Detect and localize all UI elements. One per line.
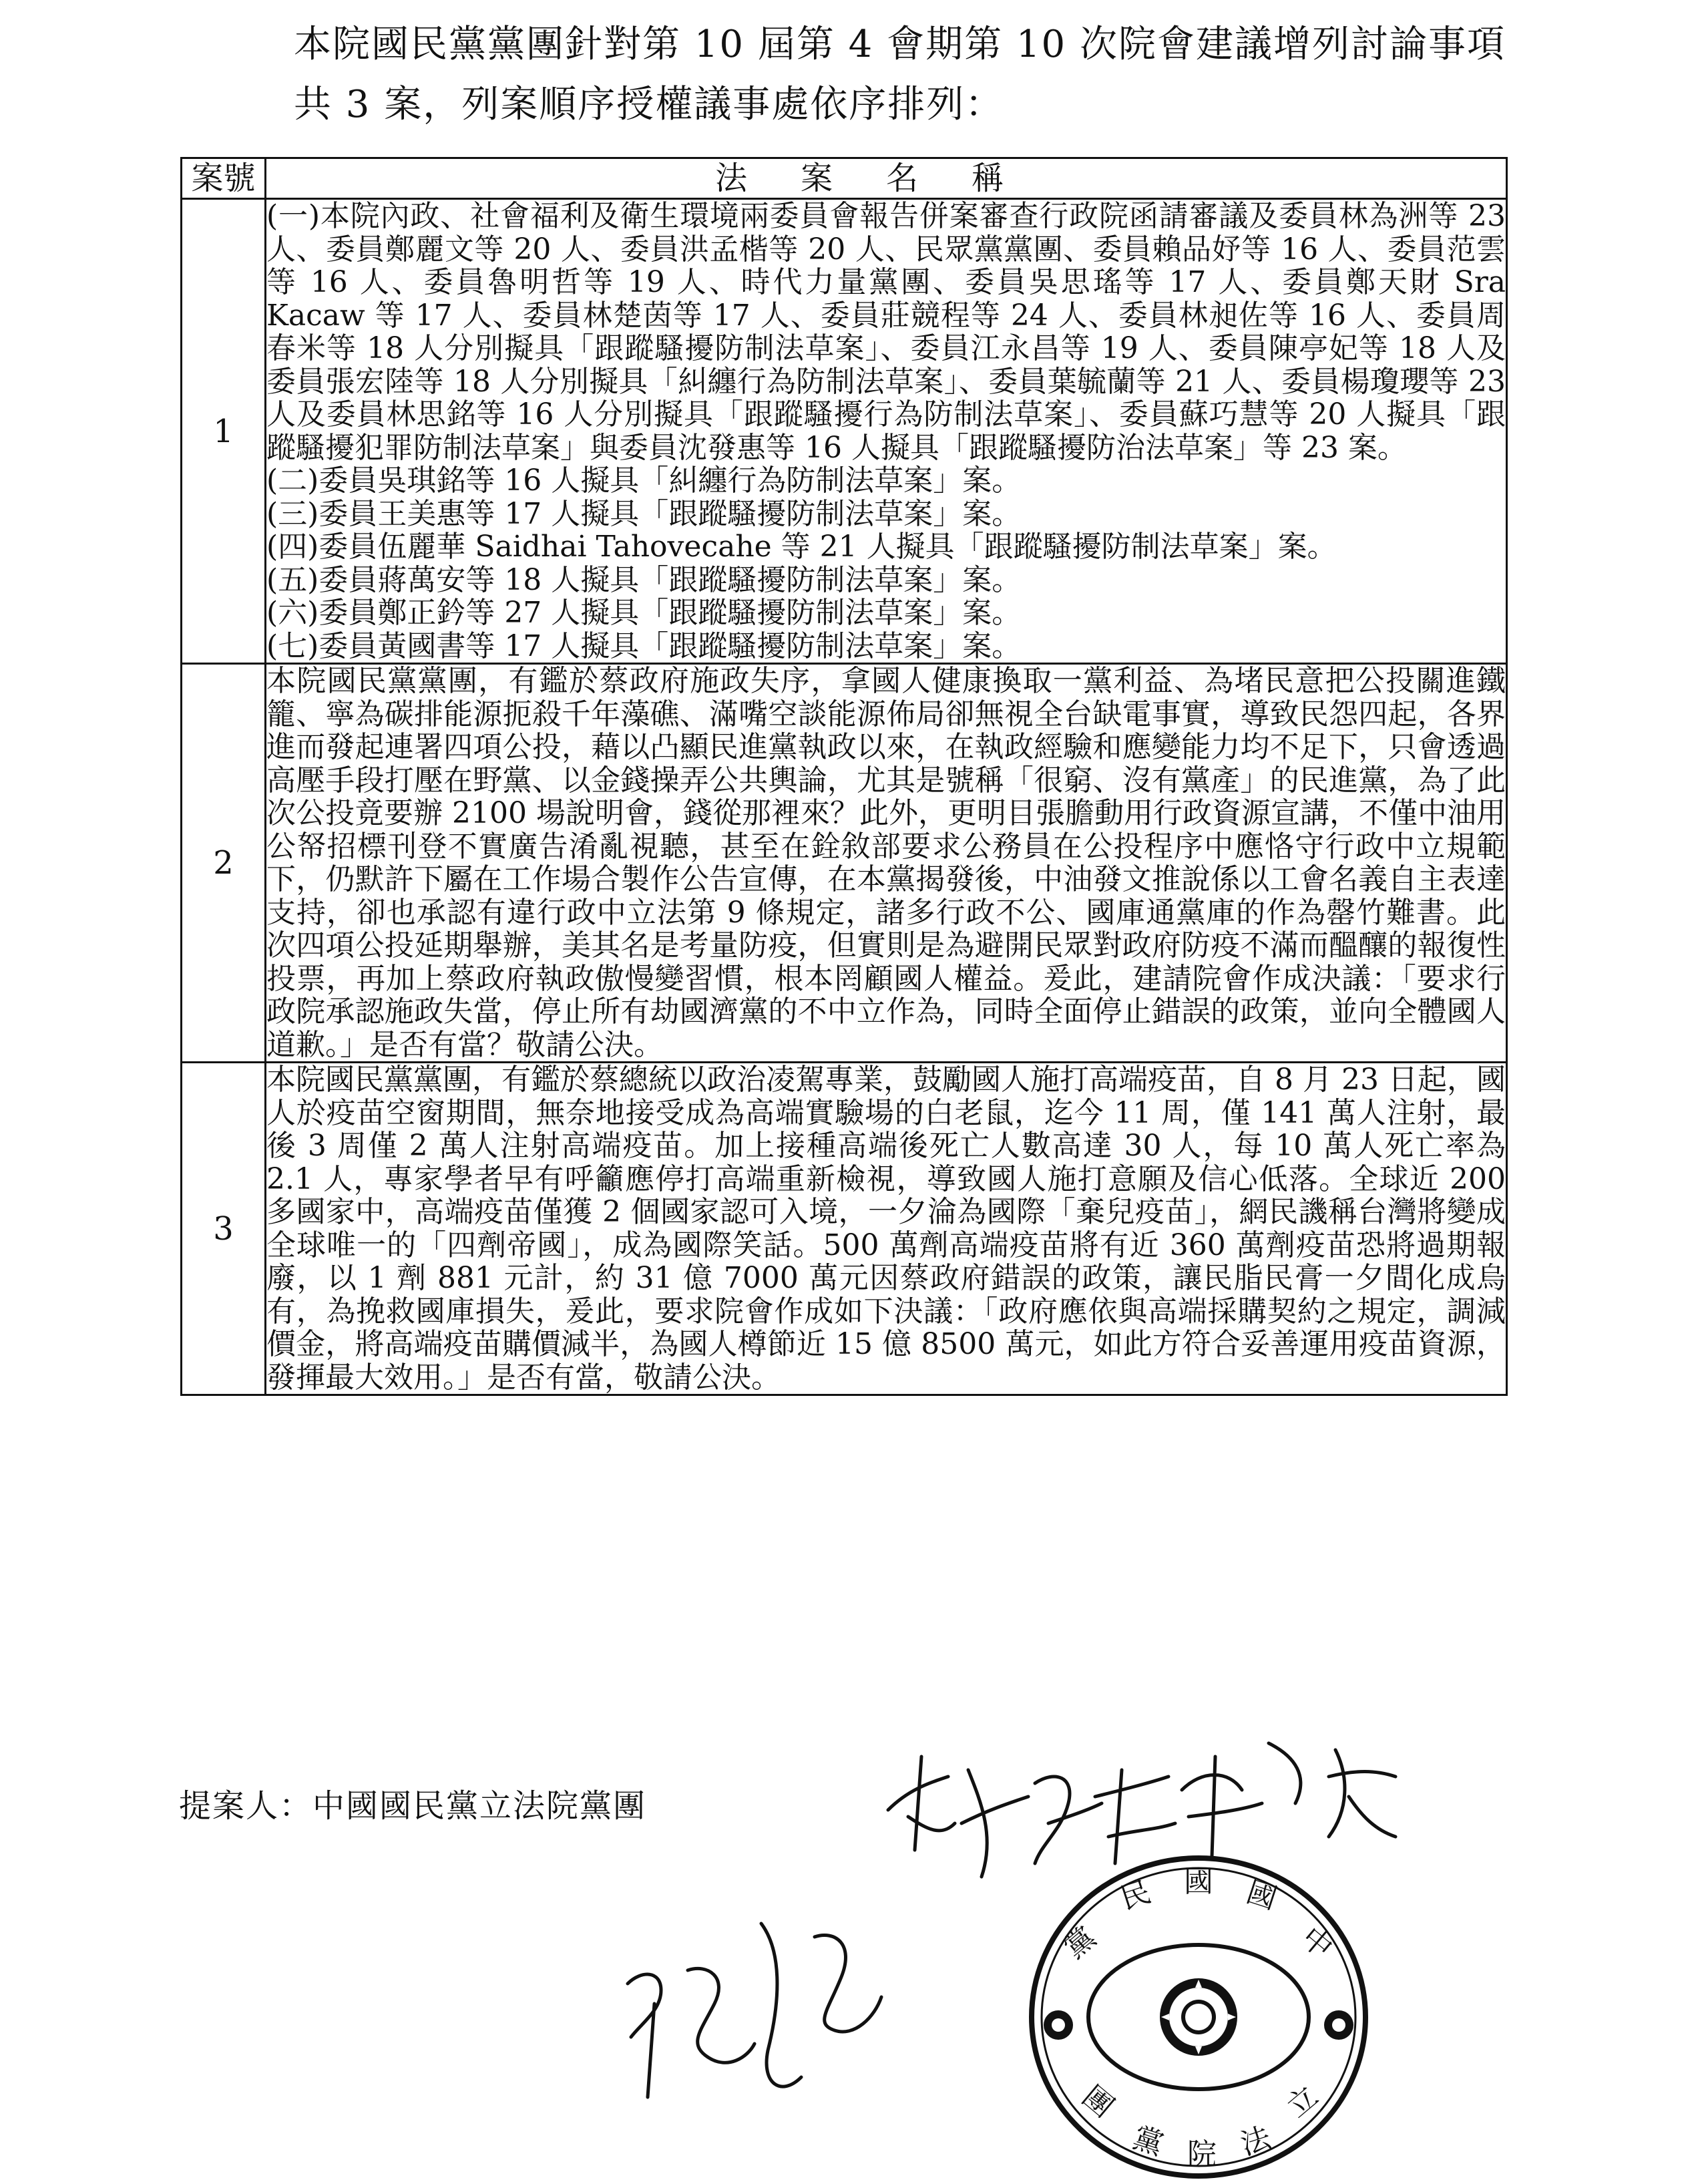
seal-char: 黨 — [1058, 1920, 1102, 1966]
proposer-line: 提案人：中國國民黨立法院黨團 — [179, 1787, 647, 1825]
case-item: (四)委員伍麗華 Saidhai Tahovecahe 等 21 人擬具「跟蹤騷擾防制法草案」案。 — [266, 530, 1337, 564]
table-row — [182, 199, 1507, 664]
case-table — [180, 157, 1508, 1396]
seal-char: 院 — [1187, 2137, 1217, 2171]
seal-char: 立 — [1280, 2079, 1325, 2125]
table-row — [182, 664, 1507, 1063]
seal-char: 中 — [1295, 1920, 1339, 1966]
seal-char: 國 — [1242, 1875, 1281, 1917]
party-seal — [1025, 1850, 1372, 2184]
column-header-case-no: 案號 — [182, 158, 266, 199]
case-content — [266, 664, 1507, 1063]
seal-char: 民 — [1116, 1875, 1155, 1917]
case-item: (一)本院內政、社會福利及衛生環境兩委員會報告併案審查行政院函請審議及委員林為洲等 23 人、委員鄭麗文等 20 人、委員洪孟楷等 20 人、民眾黨黨團、委員賴品妤等 16 人、委員范雲等 16 人、委員魯明哲等 19 人、時代力量黨團、委員吳思瑤等 17 人、委員鄭天財 Sra Kacaw 等 17 人、委員林楚茵等 17 人、委員莊競程等 24 人、委員林昶佐等 16 人、委員周春米等 18 人分別擬具「跟蹤騷擾防制法草案」、委員江永昌等 19 人、委員陳亭妃等 18 人及委員張宏陸等 18 人分別擬具「糾纏行為防制法草案」、委員葉毓蘭等 21 人、委員楊瓊瓔等 23 人及委員林思銘等 16 人分別擬具「跟蹤騷擾行為防制法草案」、委員蘇巧慧等 20 人擬具「跟蹤騷擾犯罪防制法草案」與委員沈發惠等 16 人擬具「跟蹤騷擾防治法草案」等 23 案。 — [266, 199, 1506, 465]
case-number: 1 — [182, 199, 266, 664]
case-item: (二)委員吳琪銘等 16 人擬具「糾纏行為防制法草案」案。 — [266, 464, 1022, 498]
intro-line-1: 本院國民黨黨團針對第 10 屆第 4 會期第 10 次院會建議增列討論事項 — [294, 23, 1506, 66]
case-item: (七)委員黃國書等 17 人擬具「跟蹤騷擾防制法草案」案。 — [266, 628, 1022, 663]
table-header-row — [182, 158, 1507, 199]
intro-line-2: 共 3 案，列案順序授權議事處依序排列： — [294, 83, 1004, 126]
case-number: 3 — [182, 1063, 266, 1395]
seal-char: 國 — [1184, 1865, 1213, 1899]
case-item: (五)委員蔣萬安等 18 人擬具「跟蹤騷擾防制法草案」案。 — [266, 562, 1022, 597]
case-item: 本院國民黨黨團，有鑑於蔡總統以政治凌駕專業，鼓勵國人施打高端疫苗，自 8 月 23 日起，國人於疫苗空窗期間，無奈地接受成為高端實驗場的白老鼠，迄今 11 周，僅 141 萬人注射，最後 3 周僅 2 萬人注射高端疫苗。加上接種高端後死亡人數高達 30 人，每 10 萬人死亡率為 2.1 人，專家學者早有呼籲應停打高端重新檢視，導致國人施打意願及信心低落。全球近 200 多國家中，高端疫苗僅獲 2 個國家認可入境，一夕淪為國際「棄兒疫苗」，網民譏稱台灣將變成全球唯一的「四劑帝國」，成為國際笑話。500 萬劑高端疫苗將有近 360 萬劑疫苗恐將過期報廢，以 1 劑 881 元計，約 31 億 7000 萬元因蔡政府錯誤的政策，讓民脂民膏一夕間化成烏有，為挽救國庫損失，爰此，要求院會作成如下決議：「政府應依與高端採購契約之規定，調減價金，將高端疫苗購價減半，為國人樽節近 15 億 8500 萬元，如此方符合妥善運用疫苗資源，發揮最大效用。」是否有當，敬請公決。 — [266, 1063, 1506, 1395]
intro-text — [294, 15, 1516, 135]
handwritten-initials — [614, 1897, 895, 2117]
column-header-bill-name: 法案名稱 — [266, 158, 1507, 199]
case-content — [266, 199, 1507, 664]
case-item: 本院國民黨黨團，有鑑於蔡政府施政失序，拿國人健康換取一黨利益、為堵民意把公投關進鐵籠、寧為碳排能源扼殺千年藻礁、滿嘴空談能源佈局卻無視全台缺電事實，導致民怨四起，各界進而發起連署四項公投，藉以凸顯民進黨執政以來，在執政經驗和應變能力均不足下，只會透過高壓手段打壓在野黨、以金錢操弄公共輿論，尤其是號稱「很窮、沒有黨產」的民進黨，為了此次公投竟要辦 2100 場說明會，錢從那裡來？此外，更明目張膽動用行政資源宣講，不僅中油用公帑招標刊登不實廣告淆亂視聽，甚至在銓敘部要求公務員在公投程序中應恪守行政中立規範下，仍默許下屬在工作場合製作公告宣傳，在本黨揭發後，中油發文推說係以工會名義自主表達支持，卻也承認有違行政中立法第 9 條規定，諸多行政不公、國庫通黨庫的作為罄竹難書。此次四項公投延期舉辦，美其名是考量防疫，但實則是為避開民眾對政府防疫不滿而醞釀的報復性投票，再加上蔡政府執政傲慢變習慣，根本罔顧國人權益。爰此，建請院會作成決議：「要求行政院承認施政失當，停止所有劫國濟黨的不中立作為，同時全面停止錯誤的政策，並向全體國人道歉。」是否有當？敬請公決。 — [266, 664, 1506, 1062]
case-content — [266, 1063, 1507, 1395]
case-item: (三)委員王美惠等 17 人擬具「跟蹤騷擾防制法草案」案。 — [266, 496, 1022, 531]
seal-char: 團 — [1076, 2079, 1120, 2125]
seal-char: 黨 — [1128, 2121, 1168, 2163]
case-number: 2 — [182, 664, 266, 1063]
table-row — [182, 1063, 1507, 1395]
case-item: (六)委員鄭正鈐等 27 人擬具「跟蹤騷擾防制法草案」案。 — [266, 596, 1022, 630]
seal-char: 法 — [1236, 2121, 1275, 2163]
